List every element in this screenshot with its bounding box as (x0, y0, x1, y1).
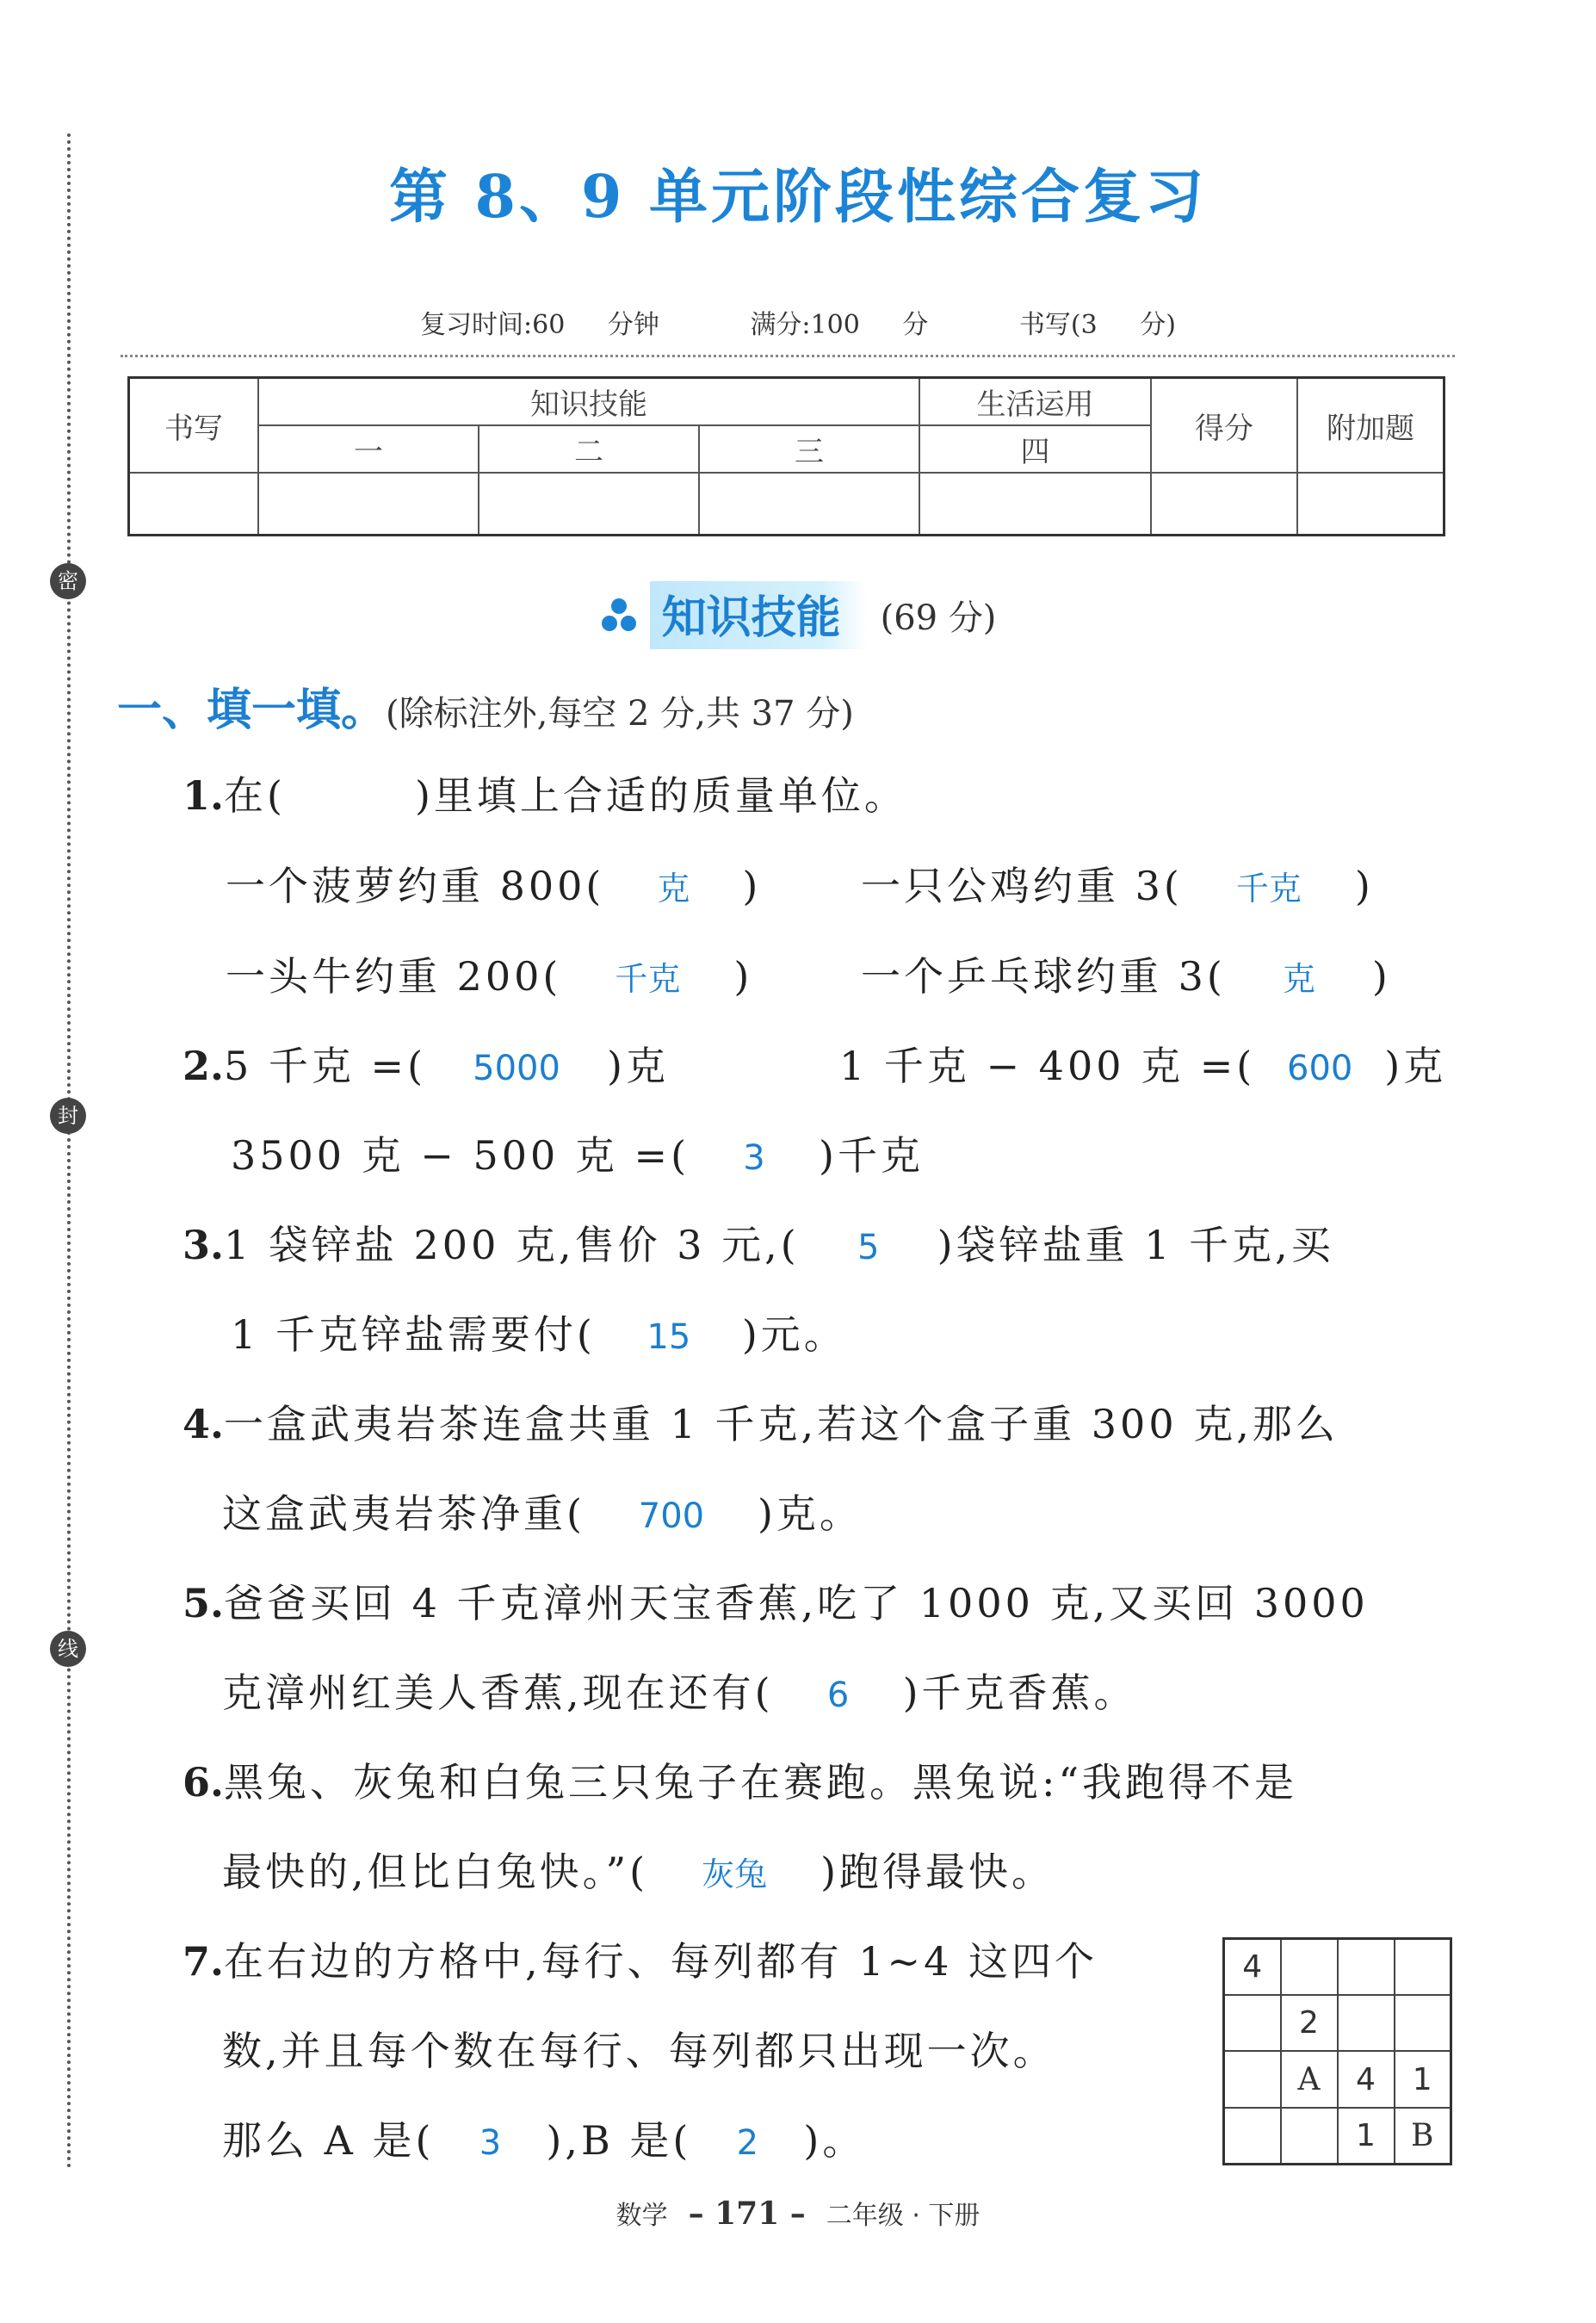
q7-text: ),B 是( (546, 2117, 692, 2164)
q3-number: 3. (182, 1222, 225, 1268)
q1-item-text: ) (733, 953, 753, 1000)
score-header-total: 得分 (1151, 378, 1297, 474)
score-col-2: 二 (479, 425, 699, 473)
sudoku-grid (1222, 1937, 1452, 2165)
q3-text: 1 袋锌盐 200 克,售价 3 元,( (224, 1222, 800, 1268)
q1-text: 在( (224, 772, 286, 819)
q6-text: )跑得最快。 (820, 1849, 1055, 1895)
binding-mark-mi: 密 (50, 563, 86, 599)
q3-line-2 (231, 1304, 847, 1360)
binding-mark-feng: 封 (50, 1098, 86, 1134)
exam-writing-score: 书写(3 分) (1018, 310, 1176, 340)
score-cell[interactable] (479, 473, 699, 535)
q4-line-2 (222, 1483, 863, 1539)
score-col-1: 一 (258, 425, 479, 473)
answer[interactable]: 5 (857, 1228, 880, 1267)
grid-cell: 4 (1224, 1939, 1281, 1996)
answer[interactable]: 克 (1282, 960, 1315, 998)
q3-text: )元。 (741, 1311, 847, 1358)
q1-item-1 (226, 855, 761, 912)
q1-item-text: ) (1371, 953, 1391, 1000)
grid-cell (1338, 1939, 1395, 1996)
q5-text: )千克香蕉。 (902, 1669, 1137, 1716)
q1-item-4 (861, 945, 1391, 1002)
q6-line-2 (222, 1841, 1055, 1898)
divider (121, 355, 1455, 357)
grid-cell-a: A (1281, 2051, 1338, 2107)
answer[interactable]: 15 (646, 1317, 691, 1357)
exam-full-score: 满分:100 分 (750, 310, 929, 340)
q2-text: 5 千克 =( (224, 1043, 427, 1089)
q5-text: 爸爸买回 4 千克漳州天宝香蕉,吃了 1000 克,又买回 3000 (224, 1580, 1369, 1626)
section-heading (0, 581, 1596, 649)
q2-text: )克 (1384, 1043, 1447, 1089)
q2-item-3 (231, 1124, 924, 1181)
exam-info (0, 303, 1596, 341)
grid-cell (1395, 1939, 1451, 1996)
grid-cell (1224, 2051, 1281, 2107)
footer-subject: 数学 (616, 2201, 668, 2231)
q4-text: 一盒武夷岩茶连盒共重 1 千克,若这个盒子重 300 克,那么 (224, 1401, 1339, 1447)
q2-item-1 (182, 1035, 669, 1092)
q1-item-text: 一个乒乓球约重 3( (861, 953, 1226, 1000)
q7-text: 那么 A 是( (222, 2117, 435, 2164)
part1-heading (117, 673, 854, 738)
footer-grade: 二年级 · 下册 (826, 2201, 980, 2231)
section-points: (69 分) (880, 598, 997, 638)
page-number: – 171 – (688, 2196, 806, 2232)
q4-text: 这盒武夷岩茶净重( (222, 1490, 585, 1537)
exam-time: 复习时间:60 分钟 (420, 310, 659, 340)
score-cell[interactable] (919, 473, 1151, 535)
q7-text: )。 (803, 2117, 866, 2164)
score-header-extra: 附加题 (1297, 378, 1444, 474)
score-table (127, 376, 1445, 536)
answer[interactable]: 6 (826, 1676, 850, 1715)
q5-line-1 (182, 1572, 1369, 1629)
grid-cell: 2 (1281, 1995, 1338, 2051)
q5-text: 克漳州红美人香蕉,现在还有( (222, 1669, 774, 1716)
q1-item-text: ) (742, 863, 762, 909)
score-cell[interactable] (1297, 473, 1444, 535)
grid-cell (1281, 1939, 1338, 1996)
q1-item-text: 一个菠萝约重 800( (226, 863, 605, 909)
clover-icon (600, 597, 638, 635)
grid-cell (1224, 1995, 1281, 2051)
score-cell[interactable] (129, 473, 259, 535)
q5-number: 5. (182, 1580, 225, 1626)
score-col-3: 三 (699, 425, 919, 473)
q3-line-1 (182, 1214, 1334, 1271)
grid-cell: 1 (1338, 2108, 1395, 2165)
q7-line-2 (222, 2020, 1056, 2077)
answer[interactable]: 5000 (473, 1049, 560, 1088)
q7-line-1 (182, 1930, 1098, 1987)
q1-number: 1. (182, 772, 225, 819)
part1-label: 一、填一填。 (117, 685, 387, 736)
q2-text: 3500 克 − 500 克 =( (231, 1132, 690, 1179)
q6-text: 黑兔、灰兔和白兔三只兔子在赛跑。黑兔说:“我跑得不是 (224, 1759, 1298, 1806)
grid-cell (1395, 1995, 1451, 2051)
q5-line-2 (222, 1662, 1137, 1719)
q6-line-1 (182, 1751, 1297, 1808)
answer[interactable]: 700 (638, 1496, 705, 1536)
q4-text: )克。 (757, 1490, 863, 1537)
score-cell[interactable] (258, 473, 479, 535)
answer[interactable]: 千克 (1235, 870, 1302, 908)
answer[interactable]: 灰兔 (702, 1855, 768, 1893)
grid-cell (1281, 2108, 1338, 2165)
page-footer (0, 2194, 1596, 2232)
answer[interactable]: 3 (479, 2123, 502, 2163)
q1-item-text: 一只公鸡约重 3( (861, 863, 1183, 909)
page-title: 第 8、9 单元阶段性综合复习 (389, 163, 1207, 232)
q1-item-3 (226, 945, 752, 1002)
q7-text: 数,并且每个数在每行、每列都只出现一次。 (222, 2028, 1056, 2074)
binding-mark-xian: 线 (50, 1631, 86, 1667)
answer[interactable]: 600 (1287, 1049, 1353, 1088)
q2-number: 2. (182, 1043, 225, 1089)
q6-number: 6. (182, 1759, 225, 1806)
q4-line-1 (182, 1393, 1339, 1450)
q7-number: 7. (182, 1938, 225, 1985)
q7-text: 在右边的方格中,每行、每列都有 1~4 这四个 (224, 1938, 1098, 1985)
answer[interactable]: 克 (657, 870, 690, 908)
score-header-life: 生活运用 (919, 378, 1151, 425)
q6-text: 最快的,但比白兔快。”( (222, 1849, 649, 1895)
binding-dotted-line (67, 133, 71, 2170)
score-header-skills: 知识技能 (258, 378, 919, 425)
section-title: 知识技能 (650, 581, 867, 649)
q4-number: 4. (182, 1401, 225, 1447)
q1-item-text: ) (1354, 863, 1374, 909)
q7-line-3 (222, 2109, 865, 2166)
answer[interactable]: 2 (736, 2123, 759, 2163)
grid-cell (1338, 1995, 1395, 2051)
q2-text: )千克 (819, 1132, 924, 1179)
q2-item-2 (839, 1035, 1446, 1092)
grid-cell: 4 (1338, 2051, 1395, 2107)
q1-item-2 (861, 855, 1374, 912)
answer[interactable]: 千克 (615, 960, 681, 998)
q3-text: )袋锌盐重 1 千克,买 (937, 1222, 1334, 1268)
q1-item-text: 一头牛约重 200( (226, 953, 562, 1000)
score-cell[interactable] (1151, 473, 1297, 535)
grid-cell: 1 (1395, 2051, 1451, 2107)
part1-note: (除标注外,每空 2 分,共 37 分) (386, 694, 854, 734)
answer[interactable]: 3 (743, 1138, 765, 1178)
q2-text: 1 千克 − 400 克 =( (839, 1043, 1256, 1089)
q1-stem (182, 765, 907, 821)
score-col-4: 四 (919, 425, 1151, 473)
q1-text: )里填上合适的质量单位。 (414, 772, 907, 819)
grid-cell (1224, 2108, 1281, 2165)
score-cell[interactable] (699, 473, 919, 535)
grid-cell-b: B (1395, 2108, 1451, 2165)
q3-text: 1 千克锌盐需要付( (231, 1311, 596, 1358)
score-header-writing: 书写 (129, 378, 259, 474)
q2-text: )克 (607, 1043, 669, 1089)
